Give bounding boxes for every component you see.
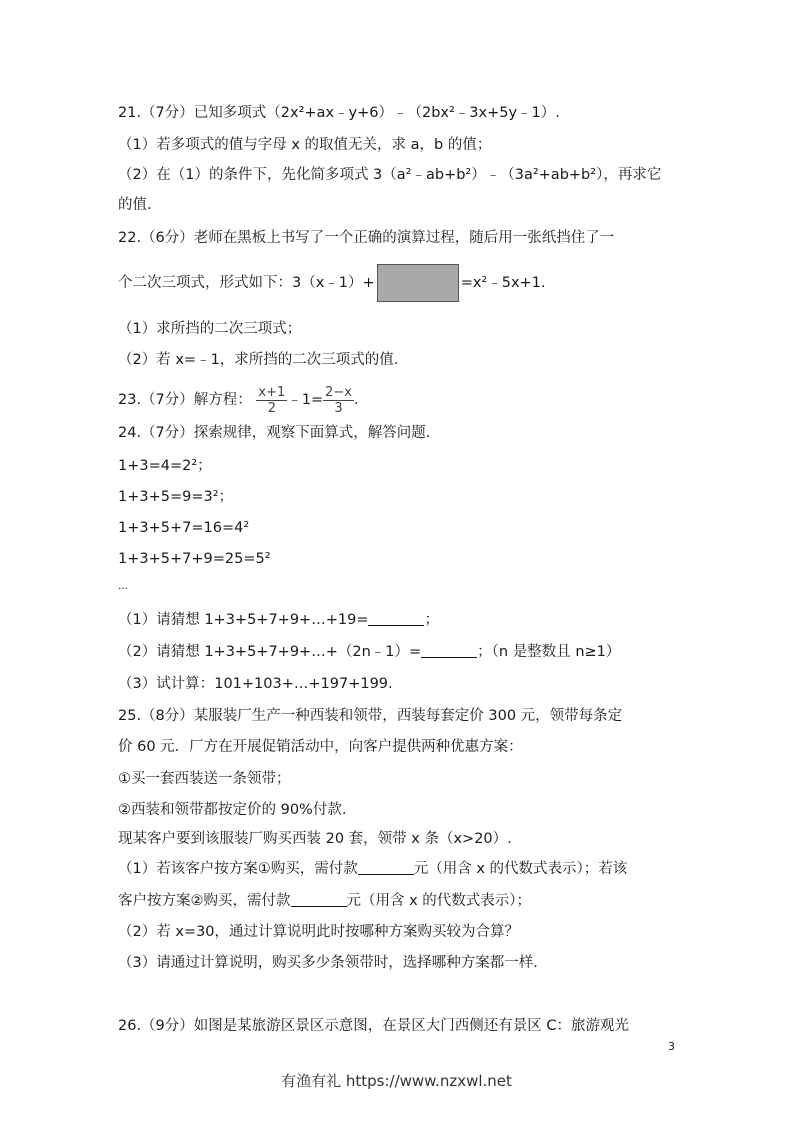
answer-blank [421, 643, 477, 658]
q26-stem: 26.（9分）如图是某旅游区景区示意图，在景区大门西侧还有景区 C：旅游观光 [118, 1018, 630, 1034]
q22-part1: （1）求所挡的二次三项式； [118, 321, 302, 337]
denominator: 2 [267, 400, 276, 416]
q25-option-1: ①买一套西装送一条领带； [118, 771, 291, 787]
footer-watermark: 有渔有礼 https://www.nzxwl.net [281, 1072, 512, 1090]
q25-part1-text: （1）若该客户按方案①购买，需付款 [118, 861, 358, 877]
answer-blank [368, 611, 424, 626]
q24-part1-text: （1）请猜想 1+3+5+7+9+…+19= [118, 612, 369, 628]
answer-blank [358, 860, 414, 875]
q22-part2: （2）若 x=﹣1，求所挡的二次三项式的值. [118, 352, 399, 368]
q22-formula [118, 264, 546, 302]
q25-stem: 25.（8分）某服装厂生产一种西装和领带，西装每套定价 300 元，领带每条定 [118, 708, 623, 724]
q25-part3: （3）请通过计算说明，购买多少条领带时，选择哪种方案都一样. [118, 955, 538, 971]
q25-part2: （2）若 x=30，通过计算说明此时按哪种方案购买较为合算？ [118, 924, 520, 940]
numerator: 2−x [325, 384, 352, 400]
q21-stem: 21.（7分）已知多项式（2x²+ax﹣y+6）﹣（2bx²﹣3x+5y﹣1）. [118, 105, 560, 121]
q23-equation [118, 384, 359, 416]
q24-eq-4: 1+3+5+7+9=25=5² [118, 551, 271, 567]
q25-part1-text2: 元（用含 x 的代数式表示）；若该 [413, 861, 628, 877]
q25-part1-text3: 客户按方案②购买，需付款 [118, 893, 291, 909]
q25-part1-cont [118, 891, 531, 911]
page-number: 3 [668, 1040, 675, 1053]
q24-eq-2: 1+3+5=9=3²； [118, 489, 234, 505]
q24-part2-end: ；（n 是整数且 n≥1） [477, 644, 621, 660]
q24-part1-end: ； [424, 612, 439, 628]
q25-stem-cont: 价 60 元．厂方在开展促销活动中，向客户提供两种优惠方案： [118, 739, 523, 755]
q24-part2 [118, 642, 620, 662]
fraction-2 [323, 385, 354, 416]
q25-condition: 现某客户要到该服装厂购买西装 20 套，领带 x 条（x>20）. [118, 831, 512, 847]
q25-option-2: ②西装和领带都按定价的 90%付款. [118, 802, 347, 818]
q23-end: . [354, 392, 359, 408]
covered-paper-box [377, 264, 459, 302]
q24-part1 [118, 610, 439, 630]
q22-formula-left: 个二次三项式，形式如下：3（x﹣1）+ [118, 275, 375, 291]
q22-stem: 22.（6分）老师在黑板上书写了一个正确的演算过程，随后用一张纸挡住了一 [118, 230, 615, 246]
numerator: x+1 [258, 384, 286, 400]
q24-stem: 24.（7分）探索规律，观察下面算式，解答问题. [118, 425, 431, 441]
q24-ellipsis: … [118, 581, 128, 592]
q21-part2: （2）在（1）的条件下，先化简多项式 3（a²﹣ab+b²）﹣（3a²+ab+b²），再求它 [118, 167, 662, 183]
q24-eq-1: 1+3=4=2²； [118, 458, 212, 474]
q22-formula-right: =x²﹣5x+1. [460, 275, 546, 291]
q24-eq-3: 1+3+5+7=16=4² [118, 520, 250, 536]
q21-part1: （1）若多项式的值与字母 x 的取值无关，求 a，b 的值； [118, 137, 492, 153]
q24-part2-text: （2）请猜想 1+3+5+7+9+…+（2n﹣1）= [118, 644, 422, 660]
denominator: 3 [334, 400, 343, 416]
fraction-1 [256, 385, 287, 416]
q23-mid: ﹣1= [287, 392, 324, 408]
q25-part1 [118, 859, 627, 879]
q21-part2-cont: 的值. [118, 197, 152, 213]
answer-blank [291, 892, 347, 907]
q24-part3: （3）试计算：101+103+…+197+199. [118, 676, 393, 692]
q25-part1-text4: 元（用含 x 的代数式表示）； [346, 893, 532, 909]
q23-stem: 23.（7分）解方程： [118, 392, 252, 408]
